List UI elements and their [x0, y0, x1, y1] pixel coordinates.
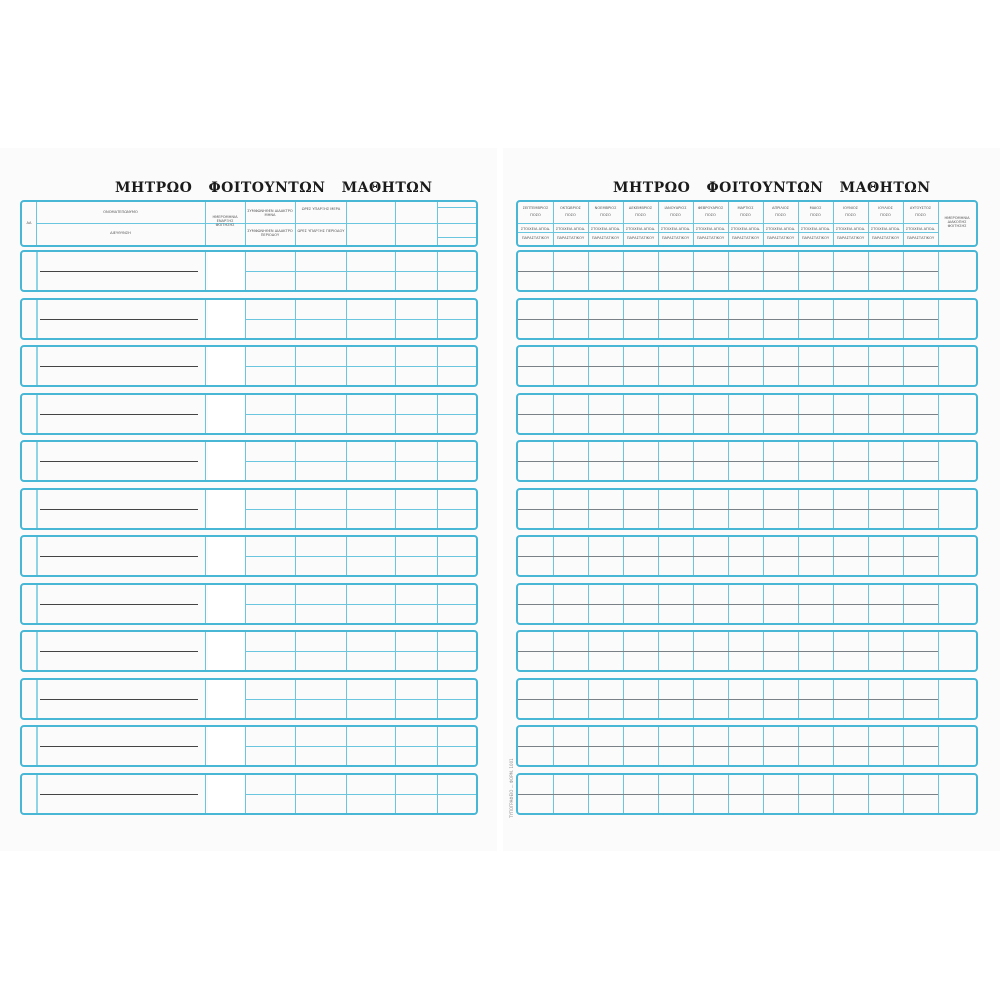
name-line: [40, 651, 198, 652]
name-line: [40, 556, 198, 557]
right-row-12[interactable]: [516, 773, 978, 815]
month-receipt-1: ΣΤΟΙΧΕΙΑ ΑΠΟΔ.: [555, 227, 586, 231]
left-page-title: ΜΗΤΡΩΟ ΦΟΙΤΟΥΝΤΩΝ ΜΑΘΗΤΩΝ: [115, 180, 433, 196]
left-row-10[interactable]: [20, 678, 478, 720]
month-receipt2-4: ΠΑΡΑΣΤΑΤΙΚΟΥ: [661, 236, 690, 240]
right-page-title: ΜΗΤΡΩΟ ΦΟΙΤΟΥΝΤΩΝ ΜΑΘΗΤΩΝ: [613, 180, 931, 196]
month-receipt2-2: ΠΑΡΑΣΤΑΤΙΚΟΥ: [591, 236, 620, 240]
month-sub-10: ΠΟΣΟ: [880, 213, 891, 217]
header-address: ΔΙΕΥΘΥΝΣΗ: [110, 231, 131, 235]
month-header-10: ΙΟΥΛΙΟΣ: [878, 206, 893, 210]
row-divider-line: [518, 699, 938, 700]
month-receipt-4: ΣΤΟΙΧΕΙΑ ΑΠΟΔ.: [660, 227, 691, 231]
month-receipt-6: ΣΤΟΙΧΕΙΑ ΑΠΟΔ.: [730, 227, 761, 231]
month-sub-5: ΠΟΣΟ: [705, 213, 716, 217]
month-header-9: ΙΟΥΝΙΟΣ: [843, 206, 858, 210]
row-divider-line: [518, 319, 938, 320]
month-receipt-8: ΣΤΟΙΧΕΙΑ ΑΠΟΔ.: [800, 227, 831, 231]
row-divider-line: [518, 794, 938, 795]
header-hours-week: ΩΡΕΣ ΥΠΑΡΞΗΣ ΜΕΡΑ: [301, 207, 341, 211]
name-line: [40, 366, 198, 367]
month-receipt2-5: ΠΑΡΑΣΤΑΤΙΚΟΥ: [696, 236, 725, 240]
name-line: [40, 319, 198, 320]
month-receipt2-0: ΠΑΡΑΣΤΑΤΙΚΟΥ: [521, 236, 550, 240]
name-line: [40, 271, 198, 272]
month-header-6: ΜΑΡΤΙΟΣ: [737, 206, 754, 210]
header-stop-date: ΗΜΕΡΟΜΗΝΙΑ ΔΙΑΚΟΠΗΣ ΦΟΙΤΗΣΗΣ: [944, 216, 970, 229]
left-row-6[interactable]: [20, 488, 478, 530]
month-sub-9: ΠΟΣΟ: [845, 213, 856, 217]
name-line: [40, 604, 198, 605]
month-receipt-11: ΣΤΟΙΧΕΙΑ ΑΠΟΔ.: [905, 227, 936, 231]
row-divider-line: [518, 746, 938, 747]
month-receipt2-1: ΠΑΡΑΣΤΑΤΙΚΟΥ: [556, 236, 585, 240]
month-receipt-9: ΣΤΟΙΧΕΙΑ ΑΠΟΔ.: [835, 227, 866, 231]
month-receipt-3: ΣΤΟΙΧΕΙΑ ΑΠΟΔ.: [625, 227, 656, 231]
row-divider-line: [518, 604, 938, 605]
left-row-12[interactable]: [20, 773, 478, 815]
left-row-5[interactable]: [20, 440, 478, 482]
month-receipt-2: ΣΤΟΙΧΕΙΑ ΑΠΟΔ.: [590, 227, 621, 231]
row-divider-line: [518, 366, 938, 367]
name-line: [40, 794, 198, 795]
header-name: ΟΝΟΜΑΤΕΠΩΝΥΜΟ: [103, 210, 138, 214]
month-sub-8: ΠΟΣΟ: [810, 213, 821, 217]
month-sub-2: ΠΟΣΟ: [600, 213, 611, 217]
row-divider-line: [518, 556, 938, 557]
row-divider-line: [518, 414, 938, 415]
row-divider-line: [518, 651, 938, 652]
left-row-2[interactable]: [20, 298, 478, 340]
month-receipt2-11: ΠΑΡΑΣΤΑΤΙΚΟΥ: [906, 236, 935, 240]
left-row-9[interactable]: [20, 630, 478, 672]
month-sub-4: ΠΟΣΟ: [670, 213, 681, 217]
name-line: [40, 414, 198, 415]
name-line: [40, 509, 198, 510]
month-sub-11: ΠΟΣΟ: [915, 213, 926, 217]
header-date-start: ΗΜΕΡΟΜΗΝΙΑ ΕΝΑΡΞΗΣ ΦΟΙΤΗΣΗΣ: [212, 215, 238, 228]
row-divider-line: [518, 461, 938, 462]
name-line: [40, 461, 198, 462]
header-agreed-fee: ΣΥΜΦΩΝΗΘΕΝ ΔΙΔΑΚΤΡΟ ΜΗΝΑ: [247, 209, 293, 218]
row-divider-line: [518, 509, 938, 510]
left-row-4[interactable]: [20, 393, 478, 435]
header-hours-period: ΩΡΕΣ ΥΠΑΡΞΗΣ ΠΕΡΙΟΔΟΥ: [297, 229, 345, 233]
left-row-7[interactable]: [20, 535, 478, 577]
right-row-2[interactable]: [516, 298, 978, 340]
right-header-box: [516, 200, 978, 247]
month-receipt2-7: ΠΑΡΑΣΤΑΤΙΚΟΥ: [766, 236, 795, 240]
left-row-3[interactable]: [20, 345, 478, 387]
month-header-8: ΜΑΙΟΣ: [809, 206, 822, 210]
right-row-1[interactable]: [516, 250, 978, 292]
header-agreed-period: ΣΥΜΦΩΝΗΘΕΝ ΔΙΔΑΚΤΡΟ ΠΕΡΙΟΔΟΥ: [247, 229, 293, 238]
month-receipt-5: ΣΤΟΙΧΕΙΑ ΑΠΟΔ.: [695, 227, 726, 231]
left-row-8[interactable]: [20, 583, 478, 625]
month-receipt2-10: ΠΑΡΑΣΤΑΤΙΚΟΥ: [871, 236, 900, 240]
month-header-7: ΑΠΡΙΛΙΟΣ: [771, 206, 789, 210]
month-receipt2-9: ΠΑΡΑΣΤΑΤΙΚΟΥ: [836, 236, 865, 240]
left-header-box: [20, 200, 478, 247]
side-note: ΤΥΠΟΓΡΑΦΕΙΟ ... ΦΟΡΜ. 1001: [509, 758, 514, 818]
month-header-0: ΣΕΠΤΕΜΒΡΙΟΣ: [522, 206, 549, 210]
left-row-1[interactable]: [20, 250, 478, 292]
right-row-6[interactable]: [516, 488, 978, 530]
month-receipt-7: ΣΤΟΙΧΕΙΑ ΑΠΟΔ.: [765, 227, 796, 231]
month-header-2: ΝΟΕΜΒΡΙΟΣ: [594, 206, 617, 210]
month-header-3: ΔΕΚΕΜΒΡΙΟΣ: [628, 206, 653, 210]
name-line: [40, 746, 198, 747]
month-receipt2-3: ΠΑΡΑΣΤΑΤΙΚΟΥ: [626, 236, 655, 240]
left-row-11[interactable]: [20, 725, 478, 767]
right-row-5[interactable]: [516, 440, 978, 482]
month-receipt2-6: ΠΑΡΑΣΤΑΤΙΚΟΥ: [731, 236, 760, 240]
month-receipt-10: ΣΤΟΙΧΕΙΑ ΑΠΟΔ.: [870, 227, 901, 231]
month-header-1: ΟΚΤΩΒΡΙΟΣ: [560, 206, 581, 210]
month-sub-7: ΠΟΣΟ: [775, 213, 786, 217]
month-header-11: ΑΥΓΟΥΣΤΟΣ: [909, 206, 932, 210]
right-row-8[interactable]: [516, 583, 978, 625]
right-row-11[interactable]: [516, 725, 978, 767]
header-aa: ΑΑ: [26, 221, 32, 225]
month-header-5: ΦΕΒΡΟΥΑΡΙΟΣ: [697, 206, 724, 210]
row-divider-line: [518, 271, 938, 272]
name-line: [40, 699, 198, 700]
month-sub-0: ΠΟΣΟ: [530, 213, 541, 217]
right-row-7[interactable]: [516, 535, 978, 577]
month-sub-3: ΠΟΣΟ: [635, 213, 646, 217]
month-header-4: ΙΑΝΟΥΑΡΙΟΣ: [664, 206, 687, 210]
right-row-10[interactable]: [516, 678, 978, 720]
month-sub-1: ΠΟΣΟ: [565, 213, 576, 217]
month-receipt2-8: ΠΑΡΑΣΤΑΤΙΚΟΥ: [801, 236, 830, 240]
right-row-4[interactable]: [516, 393, 978, 435]
right-row-9[interactable]: [516, 630, 978, 672]
month-sub-6: ΠΟΣΟ: [740, 213, 751, 217]
right-row-3[interactable]: [516, 345, 978, 387]
month-receipt-0: ΣΤΟΙΧΕΙΑ ΑΠΟΔ.: [520, 227, 551, 231]
